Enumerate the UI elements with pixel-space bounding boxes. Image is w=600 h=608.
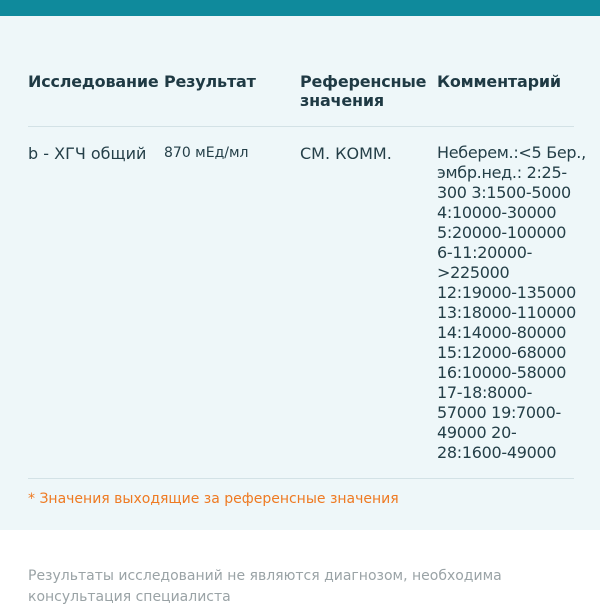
comment-line: 12:19000-135000 xyxy=(437,283,577,302)
comment-line: 6-11:20000- xyxy=(437,243,533,262)
disclaimer-text: Результаты исследований не являются диагнозом, необходима консультация специалиста xyxy=(28,568,502,605)
comment-line: 17-18:8000- xyxy=(437,383,533,402)
cell-reference: СМ. КОММ. xyxy=(300,144,392,163)
row-divider xyxy=(28,478,574,479)
header-reference-line1: Референсные xyxy=(300,72,427,91)
cell-result: 870 мЕд/мл xyxy=(164,145,249,161)
out-of-range-legend: * Значения выходящие за референсные значения xyxy=(28,491,399,507)
comment-line: Неберем.:<5 Бер., xyxy=(437,143,586,162)
comment-line: 5:20000-100000 xyxy=(437,223,567,242)
comment-line: 4:10000-30000 xyxy=(437,203,557,222)
cell-study: b - ХГЧ общий xyxy=(28,144,147,163)
comment-line: 15:12000-68000 xyxy=(437,343,567,362)
comment-line: 13:18000-110000 xyxy=(437,303,577,322)
header-reference xyxy=(300,72,426,110)
comment-line: 14:14000-80000 xyxy=(437,323,567,342)
comment-line: эмбр.нед.: 2:25- xyxy=(437,163,567,182)
comment-line: >225000 xyxy=(437,263,510,282)
header-result: Результат xyxy=(164,72,256,91)
comment-line: 49000 20- xyxy=(437,423,517,442)
top-app-bar xyxy=(0,0,600,16)
comment-line: 57000 19:7000- xyxy=(437,403,562,422)
comment-line: 16:10000-58000 xyxy=(437,363,567,382)
header-divider xyxy=(28,126,574,127)
comment-line: 300 3:1500-5000 xyxy=(437,183,571,202)
header-reference-line2: значения xyxy=(300,91,384,110)
header-comment: Комментарий xyxy=(437,72,561,91)
cell-comment xyxy=(437,143,586,463)
comment-line: 28:1600-49000 xyxy=(437,443,557,462)
header-study: Исследование xyxy=(28,72,159,91)
